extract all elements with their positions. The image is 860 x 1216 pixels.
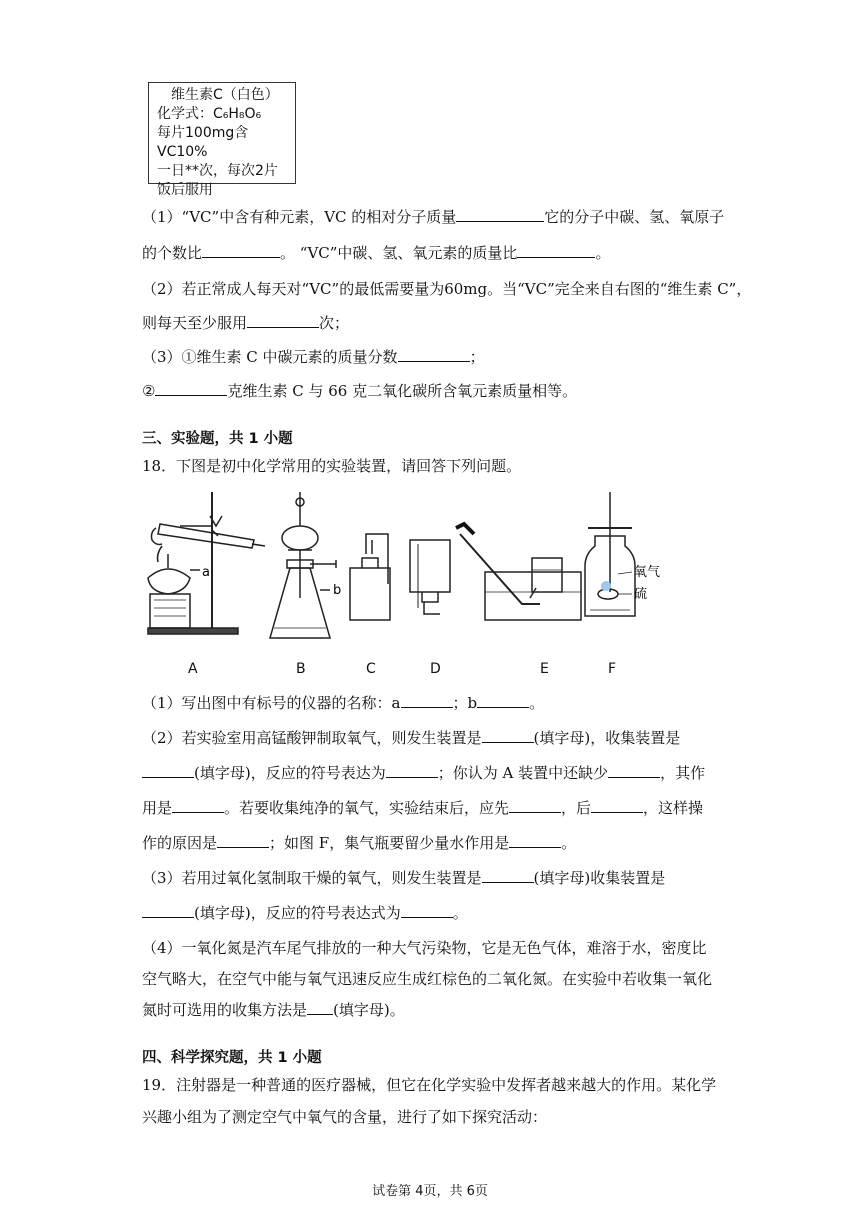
q18-part2-line1: （2）若实验室用高锰酸钾制取氧气，则发生装置是 (填字母)，收集装置是 <box>142 729 681 747</box>
answer-blank[interactable] <box>591 798 643 813</box>
answer-blank[interactable] <box>509 833 561 848</box>
label-dosage: 一日**次，每次2片 <box>157 163 278 179</box>
answer-blank[interactable] <box>482 728 534 743</box>
q17-part3-line2: ② 克维生素 C 与 66 克二氧化碳所含氧元素质量相等。 <box>142 382 578 400</box>
stand-base <box>148 628 238 634</box>
answer-blank[interactable] <box>401 903 453 918</box>
figure-label-b: B <box>296 661 306 677</box>
q18-part3-line1: （3）若用过氧化氢制取干燥的氧气，则发生装置是 (填字母)收集装置是 <box>142 869 666 887</box>
label-formula: 化学式：C₆H₈O₆ <box>157 106 262 122</box>
answer-blank[interactable] <box>142 903 194 918</box>
answer-blank[interactable] <box>386 763 438 778</box>
label-title: 维生素C（白色） <box>171 87 279 103</box>
answer-blank[interactable] <box>477 693 529 708</box>
q18-part1: （1）写出图中有标号的仪器的名称：a ；b 。 <box>142 694 545 712</box>
q17-part2-line2: 则每天至少服用 次； <box>142 314 350 332</box>
apparatus-drawing <box>140 488 680 658</box>
answer-blank[interactable] <box>307 1000 333 1015</box>
answer-blank[interactable] <box>509 798 561 813</box>
section4-heading: 四、科学探究题，共 1 小题 <box>142 1050 322 1066</box>
answer-blank[interactable] <box>172 798 224 813</box>
answer-blank[interactable] <box>247 313 319 328</box>
q17-part1-line2: 的个数比 。 “VC”中碳、氢、氧元素的质量比 。 <box>142 244 611 262</box>
q17-part1-line1: （1）“VC”中含有种元素，VC 的相对分子质量 它的分子中碳、氢、氧原子 <box>142 208 725 226</box>
label-content: 每片100mg含VC10% <box>157 125 249 160</box>
answer-blank[interactable] <box>142 763 194 778</box>
answer-blank[interactable] <box>517 243 595 258</box>
q18-part4-line1: （4）一氧化氮是汽车尾气排放的一种大气污染物，它是无色气体，难溶于水，密度比 <box>142 939 707 957</box>
section3-heading: 三、实验题，共 1 小题 <box>142 431 293 447</box>
mark-a: a <box>202 565 210 580</box>
answer-blank[interactable] <box>608 763 660 778</box>
label-usage: 饭后服用 <box>157 182 213 198</box>
figure-label-d: D <box>430 661 441 677</box>
vitamin-c-label <box>148 82 296 198</box>
apparatus-figure <box>140 488 680 683</box>
mark-b: b <box>333 583 342 598</box>
answer-blank[interactable] <box>217 833 269 848</box>
q18-part4-line2: 空气略大，在空气中能与氧气迅速反应生成红棕色的二氧化氮。在实验中若收集一氧化 <box>142 970 713 988</box>
figure-label-a: A <box>188 661 198 677</box>
q18-part2-line4: 作的原因是 ；如图 F，集气瓶要留少量水作用是 。 <box>142 834 577 852</box>
oxygen-label: 氧气 <box>634 565 661 580</box>
answer-blank[interactable] <box>482 868 534 883</box>
page-footer: 试卷第 4页，共 6页 <box>372 1184 488 1199</box>
answer-blank[interactable] <box>398 347 470 362</box>
answer-blank[interactable] <box>155 381 227 396</box>
q18-part2-line3: 用是 。若要收集纯净的氧气，实验结束后，应先 ，后 ，这样操 <box>142 799 704 817</box>
figure-label-f: F <box>608 661 617 677</box>
figure-label-c: C <box>366 661 376 677</box>
q17-part2-line1: （2）若正常成人每天对“VC”的最低需要量为60mg。当“VC”完全来自右图的“维生素 C”， <box>142 280 752 298</box>
answer-blank[interactable] <box>202 243 280 258</box>
q18-part2-line2: (填字母)，反应的符号表达为 ；你认为 A 装置中还缺少 ，其作 <box>142 762 705 784</box>
q18-part4-line3: 氮时可选用的收集方法是 (填字母)。 <box>142 1001 405 1019</box>
q19-line1: 19．注射器是一种普通的医疗器械，但它在化学实验中发挥者越来越大的作用。某化学 <box>142 1076 717 1094</box>
sulfur-label: 硫 <box>634 587 648 602</box>
q19-line2: 兴趣小组为了测定空气中氧气的含量，进行了如下探究活动： <box>142 1108 548 1126</box>
q17-part3-line1: （3）①维生素 C 中碳元素的质量分数 ； <box>142 348 485 366</box>
figure-label-e: E <box>540 661 549 677</box>
answer-blank[interactable] <box>401 693 453 708</box>
answer-blank[interactable] <box>456 207 544 222</box>
q18-part3-line2: (填字母)，反应的符号表达式为 。 <box>142 902 468 924</box>
q18-intro: 18．下图是初中化学常用的实验装置，请回答下列问题。 <box>142 457 522 475</box>
